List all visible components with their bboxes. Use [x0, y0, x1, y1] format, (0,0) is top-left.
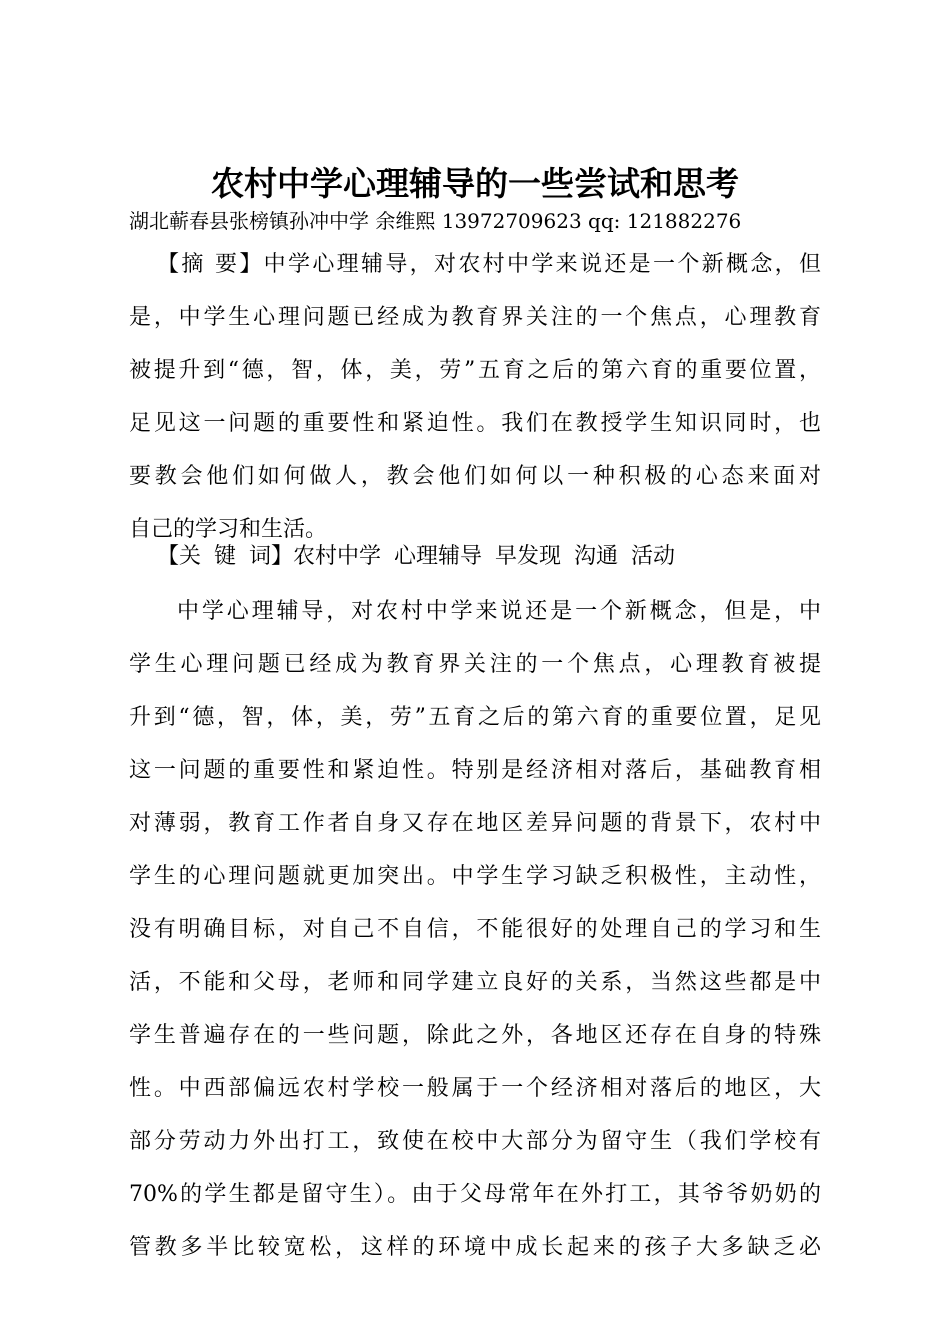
body-line: 性。中西部偏远农村学校一般属于一个经济相对落后的地区，大	[129, 1076, 821, 1101]
body-line: 没有明确目标，对自己不自信，不能很好的处理自己的学习和生	[129, 917, 821, 942]
document-title: 农村中学心理辅导的一些尝试和思考	[211, 164, 739, 203]
abstract-line: 【摘 要】中学心理辅导，对农村中学来说还是一个新概念，但	[157, 252, 821, 277]
keywords-paragraph	[129, 530, 821, 583]
abstract-line: 要教会他们如何做人，教会他们如何以一种积极的心态来面对	[129, 464, 821, 489]
body-line: 活，不能和父母，老师和同学建立良好的关系，当然这些都是中	[129, 970, 821, 995]
body-line: 部分劳动力外出打工，致使在校中大部分为留守生（我们学校有	[129, 1129, 821, 1154]
body-line: 对薄弱，教育工作者自身又存在地区差异问题的背景下，农村中	[129, 811, 821, 836]
abstract-line: 被提升到“德，智，体，美，劳”五育之后的第六育的重要位置，	[129, 358, 821, 383]
author-line: 湖北蕲春县张榜镇孙冲中学 余维熙 13972709623 qq: 121882276	[129, 209, 742, 233]
abstract-line: 足见这一问题的重要性和紧迫性。我们在教授学生知识同时，也	[129, 411, 821, 436]
body-line: 升到“德，智，体，美，劳”五育之后的第六育的重要位置，足见	[129, 705, 821, 730]
abstract-paragraph	[129, 238, 821, 556]
body-line: 这一问题的重要性和紧迫性。特别是经济相对落后，基础教育相	[129, 758, 821, 783]
abstract-line: 是，中学生心理问题已经成为教育界关注的一个焦点，心理教育	[129, 305, 821, 330]
body-line: 70%的学生都是留守生）。由于父母常年在外打工，其爷爷奶奶的	[129, 1182, 821, 1207]
keywords-line: 【关 键 词】农村中学 心理辅导 早发现 沟通 活动	[157, 544, 675, 569]
body-line: 管教多半比较宽松，这样的环境中成长起来的孩子大多缺乏必	[129, 1235, 821, 1260]
body-line: 中学心理辅导，对农村中学来说还是一个新概念，但是，中	[177, 599, 821, 624]
body-paragraph	[129, 585, 821, 1274]
body-line: 学生心理问题已经成为教育界关注的一个焦点，心理教育被提	[129, 652, 821, 677]
body-line: 学生普遍存在的一些问题，除此之外，各地区还存在自身的特殊	[129, 1023, 821, 1048]
body-line: 学生的心理问题就更加突出。中学生学习缺乏积极性，主动性，	[129, 864, 821, 889]
abstract-line: 自己的学习和生活。	[129, 517, 328, 542]
